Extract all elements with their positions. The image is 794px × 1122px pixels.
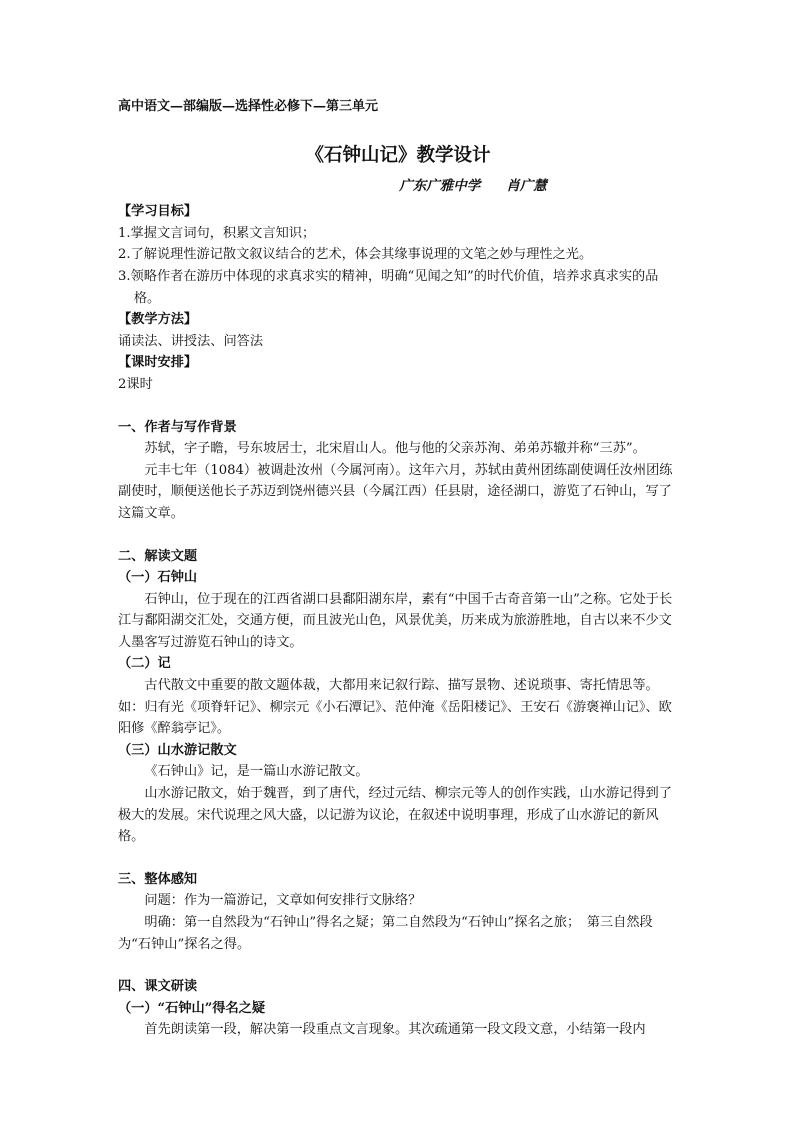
paragraph: 《石钟山》记，是一篇山水游记散文。 — [144, 764, 369, 780]
methods-heading: 【教学方法】 — [118, 312, 198, 328]
section-heading-4: 四、课文研读 — [118, 979, 198, 995]
paragraph: 山水游记散文，始于魏晋，到了唐代，经过元结、柳宗元等人的创作实践，山水游记得到了极大的发展。宋代说理之风大盛，以记游为议论，在叙述中说明事理，形成了山水游记的新风格。 — [118, 786, 672, 845]
paragraph: 元丰七年（1084）被调赴汝州（今属河南）。这年六月，苏轼由黄州团练副使调任汝州团练副使时，顺便送他长子苏迈到饶州德兴县（今属江西）任县尉，途径湖口，游览了石钟山，写了这篇文章。 — [118, 462, 673, 521]
author-line — [268, 176, 678, 198]
subheading: （三）山水游记散文 — [118, 742, 237, 758]
author-name: 肖广慧 — [506, 177, 547, 194]
document-page — [118, 96, 678, 1041]
section-heading-3: 三、整体感知 — [118, 871, 198, 887]
paragraph: 苏轼，字子瞻，号东坡居士，北宋眉山人。他与他的父亲苏洵、弟弟苏辙并称“三苏”。 — [144, 441, 646, 457]
document-title: 《石钟山记》教学设计 — [305, 144, 491, 166]
subheading: （二）记 — [118, 656, 171, 672]
subheading: （一）“石钟山”得名之疑 — [118, 1000, 266, 1016]
goal-item: 3.领略作者在游历中体现的求真求实的精神，明确“见闻之知”的时代价值，培养求真求实的品格。 — [118, 268, 659, 306]
goal-item: 1.掌握文言词句，积累文言知识； — [118, 225, 316, 241]
paragraph: 古代散文中重要的散文题体裁，大都用来记叙行踪、描写景物、述说琐事、寄托情思等。如：归有光《项脊轩记》、柳宗元《小石潭记》、范仲淹《岳阳楼记》、王安石《游褒禅山记》、欧阳修《醉翁亭记》。 — [118, 678, 672, 737]
goal-item: 2.了解说理性游记散文叙议结合的艺术，体会其缘事说理的文笔之妙与理性之光。 — [118, 247, 593, 263]
paragraph: 明确：第一自然段为“石钟山”得名之疑；第二自然段为“石钟山”探名之旅； 第三自然段为“石钟山”探名之得。 — [118, 915, 653, 952]
section-heading-1: 一、作者与写作背景 — [118, 419, 237, 435]
paragraph: 问题：作为一篇游记，文章如何安排行文脉络？ — [144, 893, 422, 909]
author-school: 广东广雅中学 — [399, 177, 481, 194]
goals-heading: 【学习目标】 — [118, 204, 198, 220]
methods-text: 诵读法、讲授法、问答法 — [118, 333, 264, 349]
subheading: （一）石钟山 — [118, 570, 198, 586]
schedule-text: 2课时 — [118, 376, 153, 392]
section-heading-2: 二、解读文题 — [118, 548, 198, 564]
course-header: 高中语文—部编版—选择性必修下—第三单元 — [118, 99, 379, 114]
paragraph: 石钟山，位于现在的江西省湖口县鄱阳湖东岸，素有“中国千古奇音第一山”之称。它处于长江与鄱阳湖交汇处，交通方便，而且波光山色，风景优美，历来成为旅游胜地，自古以来不少文人墨客写过游览石钟山的诗文。 — [118, 591, 673, 650]
paragraph: 首先朗读第一段，解决第一段重点文言现象。其次疏通第一段文段文意，小结第一段内 — [144, 1022, 646, 1038]
schedule-heading: 【课时安排】 — [118, 355, 198, 371]
